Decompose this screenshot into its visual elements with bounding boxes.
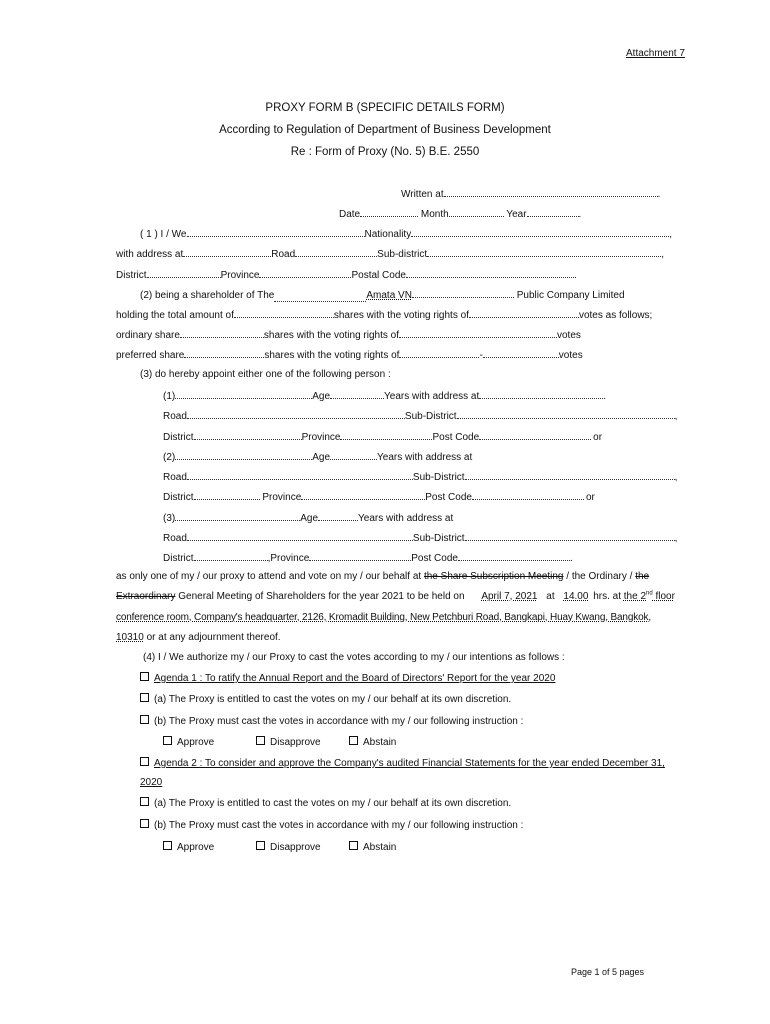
- ordinary-votes-field[interactable]: [399, 327, 557, 338]
- year-field[interactable]: [527, 206, 579, 217]
- nationality-field[interactable]: [411, 226, 669, 237]
- form-title: PROXY FORM B (SPECIFIC DETAILS FORM): [265, 102, 505, 114]
- person2-district-field[interactable]: [194, 489, 260, 500]
- province-field[interactable]: [259, 267, 351, 278]
- person3-district-row: District ,Province Post Code .: [163, 550, 573, 566]
- person2-road-row: Road Sub-District ,: [163, 469, 677, 485]
- person3-postcode-field[interactable]: [458, 550, 570, 561]
- i-we-row: ( 1 ) I / We Nationality ,: [140, 226, 672, 242]
- agenda2-title: Agenda 2 : To consider and approve the Company's audited Financial Statements for the year ended December 31,: [154, 758, 665, 769]
- person3-row: (3) Age Years with address at: [163, 510, 453, 526]
- person1-postcode-field[interactable]: [479, 429, 591, 440]
- agenda1-option-b: (b) The Proxy must cast the votes in accordance with my / our following instruction :: [140, 715, 523, 729]
- person1-province-field[interactable]: [340, 429, 432, 440]
- agenda2-option-a: (a) The Proxy is entitled to cast the votes on my / our behalf at its own discretion.: [140, 797, 511, 811]
- votes-label: votes: [557, 330, 581, 341]
- address-row: with address at Road Sub-district ,: [116, 246, 664, 262]
- person1-subdistrict-field[interactable]: [457, 408, 675, 419]
- venue-postcode: 10310: [116, 632, 144, 643]
- person1-address-field[interactable]: [479, 388, 603, 399]
- person1-district-row: District Province Post Code or: [163, 429, 602, 445]
- meeting-venue: conference room, Company's headquarter, 2126, Kromadit Building, New Petchburi Road, Bangkapi, Huay Kwang, Bangkok,: [116, 612, 651, 623]
- holding-label: holding the total amount of: [116, 310, 234, 321]
- person1-road-field[interactable]: [187, 408, 405, 419]
- person1-district-field[interactable]: [194, 429, 302, 440]
- district-field[interactable]: [147, 267, 221, 278]
- agenda1-title: Agenda 1 : To ratify the Annual Report and the Board of Directors' Report for the year 2020: [154, 673, 556, 684]
- agenda1-option-a: (a) The Proxy is entitled to cast the votes on my / our behalf at its own discretion.: [140, 693, 511, 707]
- person2-row: (2) Age Years with address at: [163, 449, 472, 465]
- shareholder-label: (2) being a shareholder of The: [140, 290, 275, 301]
- person3-road-field[interactable]: [187, 530, 413, 541]
- ordinary-row: ordinary share shares with the voting rights of votes: [116, 327, 581, 343]
- agenda2-disapprove-checkbox[interactable]: [256, 841, 265, 850]
- address-field[interactable]: [183, 246, 271, 257]
- name-field[interactable]: [187, 226, 365, 237]
- agenda2-a-checkbox[interactable]: [140, 797, 149, 806]
- person1-road-row: Road Sub-District ,: [163, 408, 677, 424]
- district-row: District Province Postal Code .: [116, 267, 577, 283]
- preferred-dash: -: [479, 350, 483, 361]
- preferred-label: preferred share: [116, 350, 185, 361]
- province-label: Province: [220, 270, 260, 281]
- district-label: District: [116, 270, 147, 281]
- attachment-label: Attachment 7: [626, 48, 685, 59]
- postal-code-field[interactable]: [406, 267, 574, 278]
- road-label: Road: [271, 249, 296, 260]
- i-we-label: ( 1 ) I / We: [140, 229, 187, 240]
- appoint-text: (3) do hereby appoint either one of the following person :: [140, 369, 391, 380]
- agenda1-approve-checkbox[interactable]: [163, 736, 172, 745]
- person3-province-field[interactable]: [309, 550, 411, 561]
- company-name: Amata VN: [366, 290, 412, 301]
- agenda2-row: [140, 757, 665, 771]
- person2-road-field[interactable]: [187, 469, 413, 480]
- struck-extraordinary: Extraordinary: [116, 591, 176, 602]
- total-shares-field[interactable]: [234, 307, 334, 318]
- preferred-row: preferred share shares with the voting rights of - votes: [116, 347, 583, 363]
- written-at-field[interactable]: [444, 186, 658, 197]
- agenda1-b-checkbox[interactable]: [140, 715, 149, 724]
- meeting-line-2: Extraordinary General Meeting of Shareholders for the year 2021 to be held on April 7, 2021 at 14.00 hrs. at the 2nd floor: [116, 590, 675, 602]
- total-votes-field[interactable]: [469, 307, 579, 318]
- person3-subdistrict-field[interactable]: [465, 530, 675, 541]
- agenda2-option-b: (b) The Proxy must cast the votes in accordance with my / our following instruction :: [140, 819, 523, 833]
- agenda1-row: [140, 672, 555, 686]
- agenda1-disapprove-checkbox[interactable]: [256, 736, 265, 745]
- person3-name-field[interactable]: [175, 510, 300, 521]
- form-reference: Re : Form of Proxy (No. 5) B.E. 2550: [290, 146, 480, 158]
- agenda2-checkbox[interactable]: [140, 757, 149, 766]
- shares-votes-label: shares with the voting rights of: [333, 310, 469, 321]
- preferred-shares-field[interactable]: [184, 347, 264, 358]
- person2-name-field[interactable]: [175, 449, 312, 460]
- meeting-time: 14.00: [563, 591, 589, 602]
- nationality-label: Nationality: [364, 229, 412, 240]
- month-label: Month: [420, 209, 449, 220]
- agenda1-a-checkbox[interactable]: [140, 693, 149, 702]
- agenda1-checkbox[interactable]: [140, 672, 149, 681]
- meeting-date: April 7, 2021: [481, 591, 538, 602]
- with-address-label: with address at: [116, 249, 184, 260]
- month-field[interactable]: [449, 206, 504, 217]
- preferred-votes-field[interactable]: [483, 347, 559, 358]
- date-label: Date: [339, 209, 361, 220]
- page-number: Page 1 of 5 pages: [571, 967, 645, 977]
- person1-name-field[interactable]: [175, 388, 312, 399]
- agenda2-title-cont: 2020: [140, 777, 163, 788]
- person2-subdistrict-field[interactable]: [465, 469, 675, 480]
- agenda2-abstain-checkbox[interactable]: [349, 841, 358, 850]
- shareholder-row: [140, 287, 625, 303]
- authorize-text: (4) I / We authorize my / our Proxy to cast the votes according to my / our intentions as follows :: [143, 652, 565, 663]
- ordinary-label: ordinary share: [116, 330, 180, 341]
- ordinary-shares-field[interactable]: [180, 327, 264, 338]
- agenda2-vote-row: Approve Disapprove Abstain: [163, 841, 396, 855]
- person3-age-field[interactable]: [318, 510, 358, 521]
- plc-label: Public Company Limited: [516, 290, 625, 301]
- date-row: Date Month Year .: [339, 206, 581, 222]
- road-field[interactable]: [295, 246, 377, 257]
- votes-follows-label: votes as follows;: [578, 310, 653, 321]
- person2-province-field[interactable]: [301, 489, 425, 500]
- holding-row: [116, 307, 652, 323]
- form-subtitle: According to Regulation of Department of Business Development: [219, 124, 551, 136]
- agenda1-vote-row: Approve Disapprove Abstain: [163, 736, 396, 750]
- year-label: Year: [506, 209, 527, 220]
- postal-code-label: Postal Code: [351, 270, 406, 281]
- sub-district-field[interactable]: [427, 246, 661, 257]
- written-at-label: Written at: [401, 189, 444, 200]
- agenda2-approve-checkbox[interactable]: [163, 841, 172, 850]
- person2-district-row: District Province Post Code or: [163, 489, 595, 505]
- person3-district-field[interactable]: [194, 550, 268, 561]
- struck-share-subscription: the Share Subscription Meeting: [423, 571, 564, 582]
- meeting-line-1: as only one of my / our proxy to attend and vote on my / our behalf at the Share Subscription Meeting / the Ordinary / the: [116, 571, 650, 582]
- date-field[interactable]: [360, 206, 418, 217]
- person3-road-row: Road Sub-District ,: [163, 530, 677, 546]
- person1-age-field[interactable]: [330, 388, 384, 399]
- person2-age-field[interactable]: [330, 449, 377, 460]
- person2-postcode-field[interactable]: [472, 489, 584, 500]
- meeting-line-4: 10310 or at any adjournment thereof.: [116, 632, 281, 643]
- agenda2-b-checkbox[interactable]: [140, 819, 149, 828]
- agenda1-abstain-checkbox[interactable]: [349, 736, 358, 745]
- person1-row: (1) Age Years with address at .: [163, 388, 606, 404]
- written-at-row: Written at .: [401, 186, 660, 202]
- sub-district-label: Sub-district: [377, 249, 428, 260]
